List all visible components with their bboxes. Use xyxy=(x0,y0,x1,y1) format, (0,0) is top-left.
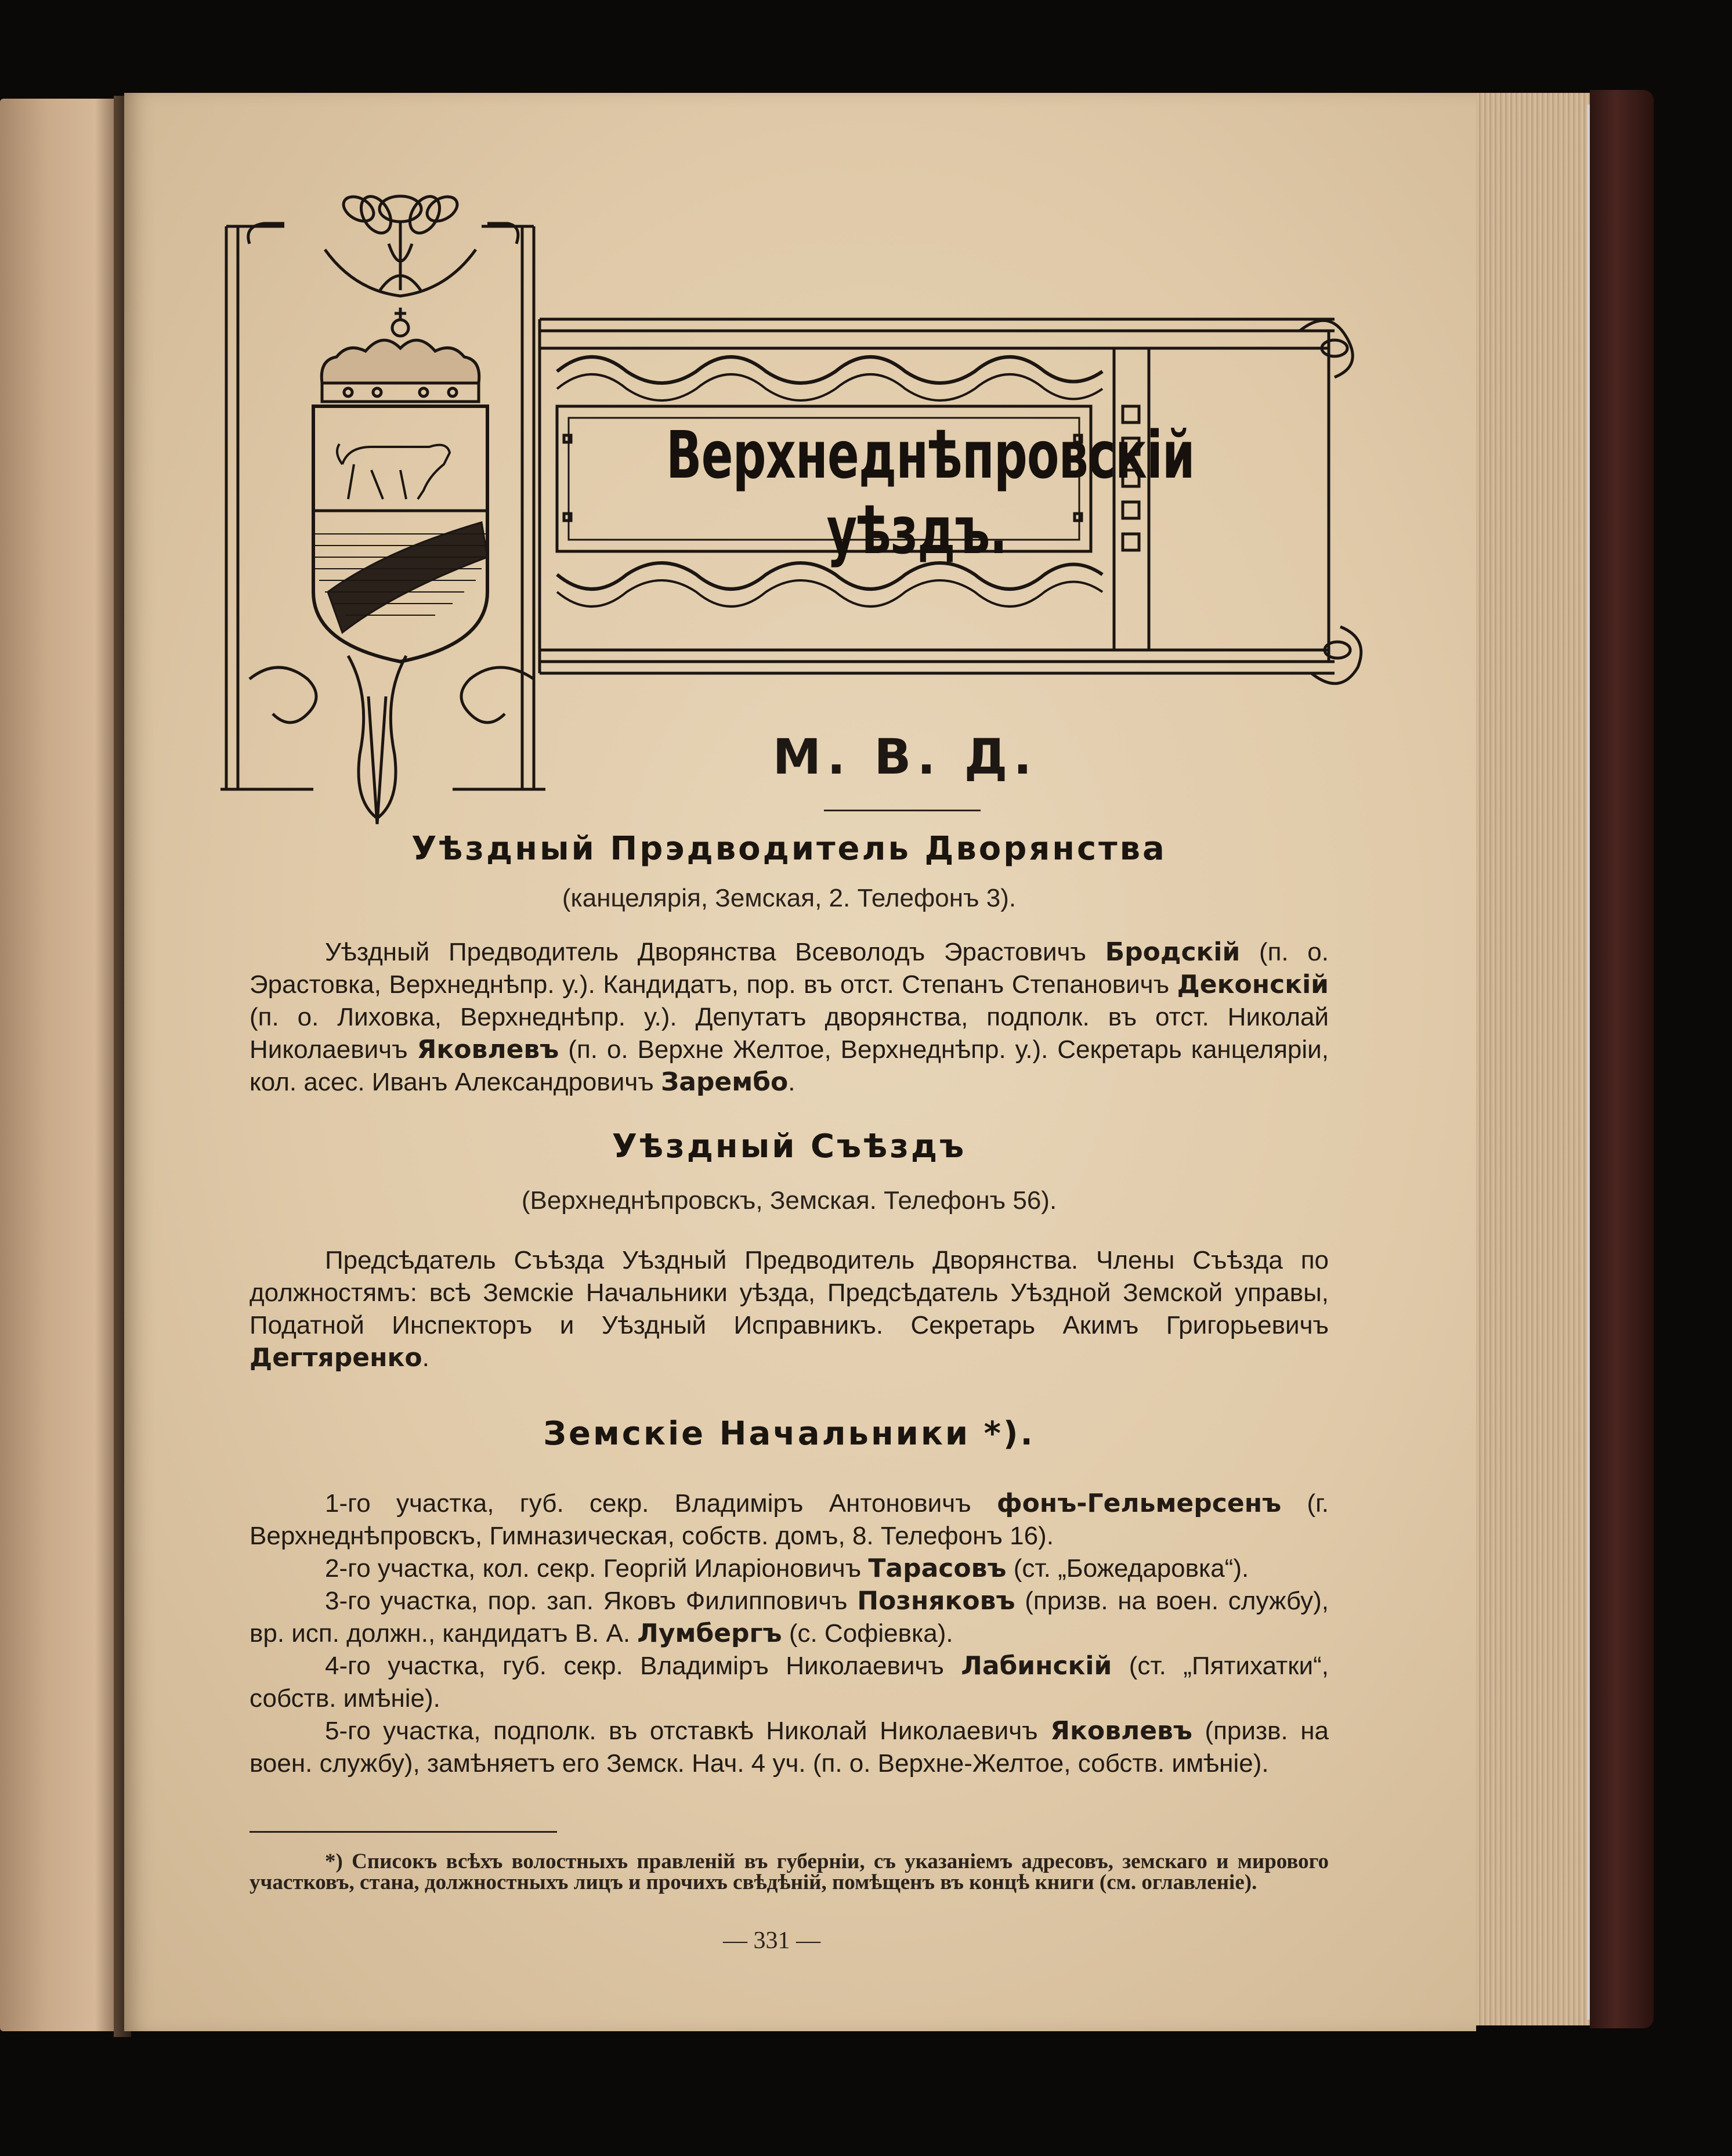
paragraph-text: Уѣздный Предводитель Дворянства Всеволодъ Эрастовичъ xyxy=(325,938,1105,966)
section-rule xyxy=(824,810,981,811)
paragraph-text: (п. о. Лиховка, Верхнеднѣпр. у.). Депутатъ дворянства, подполк. въ отст. Николай Николаевичъ xyxy=(250,1003,1329,1064)
block-heading: Уѣздный Прэдводитель Дворянства xyxy=(411,830,1167,868)
page-stack-edge xyxy=(1476,93,1601,2025)
paragraph-text: (г. Верхнеднѣпровскъ, Гимназическая, собств. домъ, 8. Телефонъ 16). xyxy=(250,1489,1329,1550)
paragraph-text: (призв. на воен. службу), замѣняетъ его Земск. Нач. 4 уч. (п. о. Верхне-Желтое, собств. имѣніе). xyxy=(250,1717,1329,1778)
paragraph xyxy=(250,1487,1329,1552)
person-surname: Лумбергъ xyxy=(637,1619,782,1648)
person-surname: Лабинскій xyxy=(961,1651,1112,1681)
paragraph-text: 5-го участка, подполк. въ отставкѣ Николай Николаевичъ xyxy=(325,1717,1051,1745)
person-surname: Деконскій xyxy=(1177,970,1329,999)
paragraph-text: Предсѣдатель Съѣзда Уѣздный Предводитель Дворянства. Члены Съѣзда по должностямъ: всѣ Земскіе Начальники уѣзда, Предсѣдатель Уѣздной Земской управы, Податной Инспекторъ и Уѣздный Исправникъ. Секретарь Акимъ Григорьевичъ xyxy=(250,1246,1329,1339)
paragraph xyxy=(250,1650,1329,1715)
paragraph xyxy=(250,1244,1329,1374)
section-heading-mvd: М. В. Д. xyxy=(772,728,1038,785)
flower-ornament-icon xyxy=(325,192,476,296)
block-subheading: (Верхнеднѣпровскъ, Земская. Телефонъ 56). xyxy=(521,1186,1057,1215)
paragraph-text: 4-го участка, губ. секр. Владиміръ Николаевичъ xyxy=(325,1652,961,1680)
block-heading: Земскіе Начальники *). xyxy=(543,1415,1035,1453)
block-heading: Уѣздный Съѣздъ xyxy=(612,1128,967,1165)
paragraph-text: 1-го участка, губ. секр. Владиміръ Антоновичъ xyxy=(325,1489,997,1518)
person-surname: фонъ-Гельмерсенъ xyxy=(996,1489,1282,1518)
paragraph-text: 3-го участка, пор. зап. Яковъ Филипповичъ xyxy=(325,1587,858,1615)
content-column xyxy=(250,830,1329,1780)
paragraph-text: (п. о. Эрастовка, Верхнеднѣпр. у.). Кандидатъ, пор. въ отст. Степанъ Степановичъ xyxy=(250,938,1329,999)
paragraph-text: (призв. на воен. службу), вр. исп. должн., кандидатъ В. А. xyxy=(250,1587,1329,1648)
paragraph-text: 2-го участка, кол. секр. Георгій Иларіоновичъ xyxy=(325,1554,869,1583)
paragraph-text: (ст. „Пятихатки“, собств. имѣніе). xyxy=(250,1652,1329,1713)
paragraph-text: . xyxy=(788,1068,796,1096)
footnote: *) Списокъ всѣхъ волостныхъ правленій въ губерніи, съ указаніемъ адресовъ, земскаго и мирового участковъ, стана, должностныхъ лицъ и прочихъ свѣдѣній, помѣщенъ въ концѣ книги (см. оглавленіе). xyxy=(250,1850,1329,1894)
person-surname: Бродскій xyxy=(1105,937,1241,967)
paragraph-text: (ст. „Божедаровка“). xyxy=(1006,1554,1249,1583)
left-page-edge xyxy=(0,99,119,2031)
paragraph xyxy=(250,1585,1329,1650)
person-surname: Яковлевъ xyxy=(417,1035,559,1064)
page-number: — 331 — xyxy=(723,1927,820,1954)
person-surname: Тарасовъ xyxy=(868,1554,1007,1583)
paragraph-text: (п. о. Верхне Желтое, Верхнеднѣпр. у.). Секретарь канцеляріи, кол. асес. Иванъ Александровичъ xyxy=(250,1035,1329,1096)
footnote-rule xyxy=(250,1831,557,1833)
person-surname: Зарембо xyxy=(660,1067,789,1097)
paragraph xyxy=(250,1715,1329,1780)
paragraph xyxy=(250,1552,1329,1585)
coat-of-arms-shield-icon xyxy=(313,406,487,662)
paragraph-text: . xyxy=(422,1344,429,1372)
person-surname: Дегтяренко xyxy=(250,1343,422,1373)
block-subheading: (канцелярія, Земская, 2. Телефонъ 3). xyxy=(562,884,1017,912)
paragraph xyxy=(250,936,1329,1099)
paragraph-text: (с. Софіевка). xyxy=(782,1619,953,1648)
person-surname: Яковлевъ xyxy=(1050,1716,1192,1746)
crown-icon xyxy=(321,308,479,402)
book-cover-edge xyxy=(1590,90,1654,2028)
page-title: Верхнеднѣпровскій уѣздъ. xyxy=(666,418,1195,569)
person-surname: Позняковъ xyxy=(857,1586,1015,1616)
